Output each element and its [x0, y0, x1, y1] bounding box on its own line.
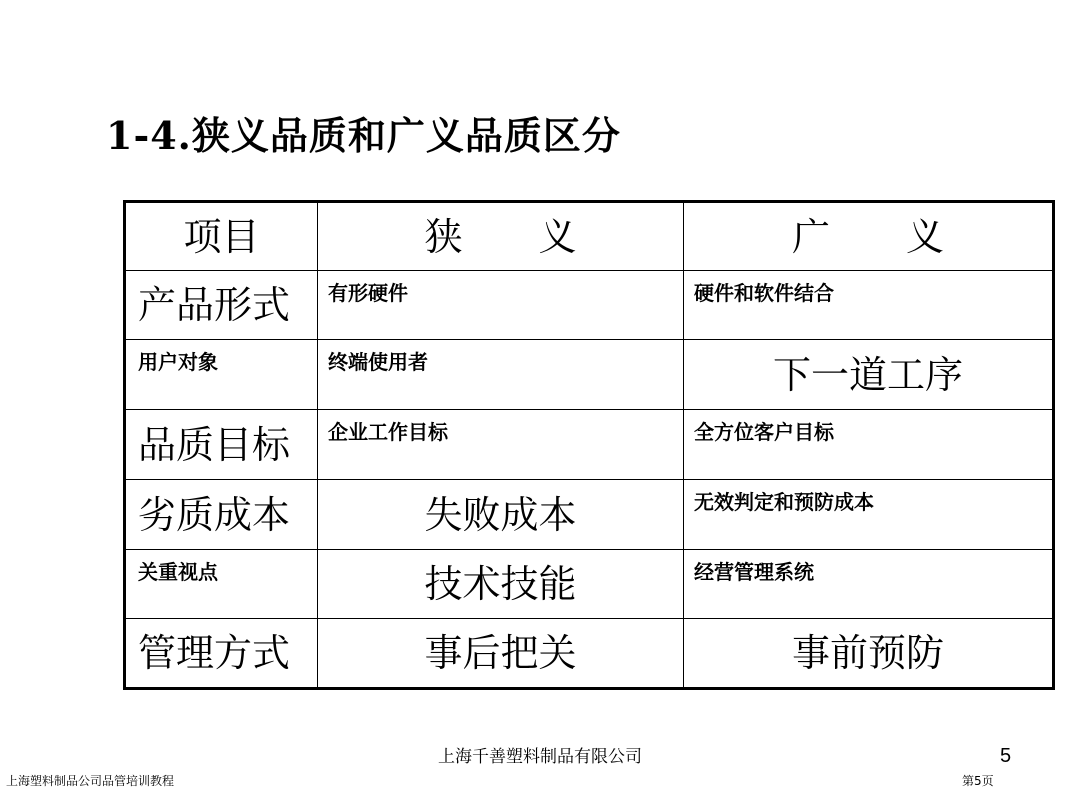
- broad-cell: 全方位客户目标: [684, 410, 1054, 480]
- header-broad: 广 义: [684, 202, 1054, 271]
- row-label: 劣质成本: [125, 480, 318, 550]
- broad-cell: 无效判定和预防成本: [684, 480, 1054, 550]
- row-label: 关重视点: [125, 550, 318, 619]
- narrow-cell: 有形硬件: [318, 271, 684, 340]
- row-label: 产品形式: [125, 271, 318, 340]
- table-row: [125, 410, 1054, 480]
- row-label: 管理方式: [125, 619, 318, 689]
- table-header-row: [125, 202, 1054, 271]
- narrow-cell: 技术技能: [318, 550, 684, 619]
- footer-course: 上海塑料制品公司品管培训教程: [6, 774, 175, 788]
- broad-cell: 硬件和软件结合: [684, 271, 1054, 340]
- header-item: 项目: [125, 202, 318, 271]
- broad-cell: 下一道工序: [684, 340, 1054, 410]
- narrow-cell: 事后把关: [318, 619, 684, 689]
- row-label: 品质目标: [125, 410, 318, 480]
- table-row: [125, 340, 1054, 410]
- narrow-cell: 终端使用者: [318, 340, 684, 410]
- slide-title: 1-4.狭义品质和广义品质区分: [106, 113, 621, 158]
- comparison-table: [123, 200, 1055, 690]
- table-row: [125, 271, 1054, 340]
- broad-cell: 事前预防: [684, 619, 1054, 689]
- table-row: [125, 480, 1054, 550]
- narrow-cell: 失败成本: [318, 480, 684, 550]
- page-number: 5: [1000, 745, 1012, 767]
- narrow-cell: 企业工作目标: [318, 410, 684, 480]
- broad-cell: 经营管理系统: [684, 550, 1054, 619]
- footer-page-label: 第5页: [962, 774, 994, 788]
- row-label: 用户对象: [125, 340, 318, 410]
- footer-company: 上海千善塑料制品有限公司: [438, 747, 642, 767]
- table-row: [125, 619, 1054, 689]
- table-row: [125, 550, 1054, 619]
- header-narrow: 狭 义: [318, 202, 684, 271]
